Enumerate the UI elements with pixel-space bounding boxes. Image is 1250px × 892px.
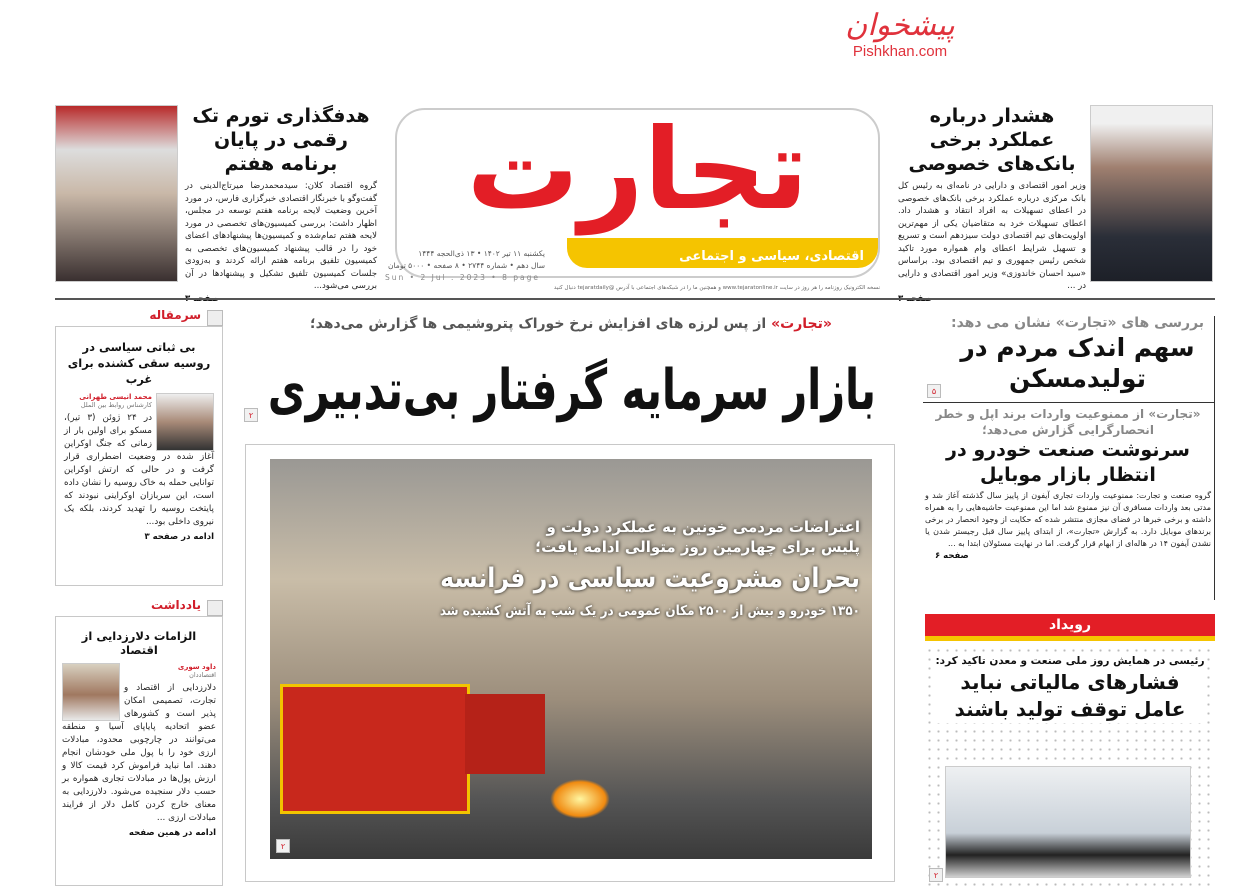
photo-headline[interactable]: بحران مشروعیت سیاسی در فرانسه: [440, 563, 860, 594]
raisi-photo: [945, 766, 1191, 878]
top-left-body: گروه اقتصاد کلان: سیدمحمدرضا میرتاج‌الدینی در گفت‌وگو با خبرنگار اقتصادی خبرگزاری فارس، در مورد آخرین وضعیت لایحه برنامه هفتم توسعه در مجلس، اظهار داشت: بررسی کمیسیون‌های تخصصی در مورد لایحه هفتم تمام‌شده و کمیسیون‌ها پیشنهادهای اعضای خود را در قالب پیشنهاد کمیسیون‌های تخصصی به کمیسیون تلفیق برنامه هفتم ارائه کردند و به‌زودی جلسات کمیسیون تلفیق تشکیل و پیشنهادها در آن بررسی می‌شود...: [185, 181, 377, 291]
event-headline[interactable]: فشارهای مالیاتی نباید عامل توقف تولید باشند: [954, 670, 1186, 721]
editorial-label: سرمقاله: [149, 308, 201, 322]
newspaper-logo[interactable]: تجارت: [466, 105, 809, 235]
event-label: رویداد: [1048, 617, 1092, 633]
note-label: یادداشت: [151, 598, 201, 612]
lead-kicker-text: از پس لرزه های افزایش نرخ خوراک پتروشیمی ها گزارش می‌دهد؛: [310, 316, 772, 332]
top-right-body: وزیر امور اقتصادی و دارایی در نامه‌ای به رئیس کل بانک مرکزی درباره عملکرد برخی بانک‌های خصوصی در اعطای تسهیلات به افراد انتقاد و هشدار داد. اعطای تسهیلات خرد به متقاضیان یکی از مهم‌ترین اولویت‌های تیم اقتصادی دولت سیزدهم است و تسریع و تسهیل شرایط اعطای وام همواره مورد تاکید شخص رئیس جمهوری و تیم اقتصادی بود. براساس «سید احسان خاندوزی» وزیر امور اقتصادی و دارایی در ...: [898, 181, 1086, 291]
issue-number: سال دهم • شماره ۲۷۴۴ • ۸ صفحه • ۵۰۰۰ تومان: [388, 261, 545, 270]
note-title[interactable]: الزامات دلارزدایی از اقتصاد: [81, 629, 197, 657]
photo-kicker-1: اعتراضات مردمی خونین به عملکرد دولت و: [546, 518, 860, 536]
lead-kicker-brand: «تجارت»: [771, 316, 832, 332]
editorial-body: در ۲۴ ژوئن (۳ تیر)، مسکو برای اولین بار از زمانی که جنگ اوکراین آغاز شده در وضعیت اضطراری قرار گرفت و در حالی که ارتش اوکراین توانایی حمله به خاک روسیه را نشان داده است، این سربازان اوکراینی نبودند که پایتخت روسیه را تهدید کردند، بلکه یک نیروی داخلی بود...: [64, 413, 214, 527]
note-continue[interactable]: ادامه در همین صفحه: [128, 828, 216, 838]
watermark-fa: پیشخوان: [845, 8, 955, 43]
note-box[interactable]: [55, 598, 223, 886]
editorial-author-photo: [156, 393, 214, 451]
right-story-1[interactable]: [945, 314, 1210, 394]
note-author: داود سوری: [177, 663, 216, 671]
watermark-latin: Pishkhan.com: [852, 43, 948, 60]
note-author-photo: [62, 663, 120, 721]
right2-headline[interactable]: سرنوشت صنعت خودرو در انتظار بازار موبایل: [946, 439, 1190, 486]
online-note[interactable]: نسخه الکترونیک روزنامه را هر روز در سایت www.tejaratonline.ir و همچنین ما را در شبکه‌های اجتماعی با آدرس @tejaratdaily دنبال کنید: [553, 285, 880, 291]
top-left-story[interactable]: [185, 104, 377, 305]
lead-kicker: [265, 316, 877, 332]
event-kicker: رئیسی در همایش روز ملی صنعت و معدن تاکید کرد:: [935, 655, 1205, 667]
event-text: [935, 654, 1205, 723]
top-left-photo: [55, 105, 178, 282]
fire-truck: [280, 684, 470, 814]
right1-kicker: بررسی های «تجارت» نشان می دهد:: [950, 315, 1205, 331]
masthead-divider: [55, 298, 1215, 300]
photo-kicker-2: پلیس برای چهارمین روز متوالی ادامه یافت؛: [535, 538, 860, 556]
masthead-tagline: اقتصادی، سیاسی و اجتماعی: [679, 249, 864, 264]
editorial-title[interactable]: بی ثباتی سیاسی در روسیه سقی کشنده برای غرب: [67, 340, 211, 386]
right2-kicker: «تجارت» از ممنوعیت واردات برند اپل و خطر انحصارگرایی گزارش می‌دهد؛: [935, 407, 1201, 437]
right1-headline[interactable]: سهم اندک مردم در تولیدمسکن: [960, 333, 1195, 393]
editorial-author-role: کارشناس روابط بین الملل: [80, 401, 152, 409]
top-right-title[interactable]: هشدار درباره عملکرد برخی بانک‌های خصوصی: [908, 105, 1076, 175]
right2-body: گروه صنعت و تجارت: ممنوعیت واردات تجاری آیفون از پاییز سال گذشته آغاز شد و مدتی بعد واردات مسافری آن نیز ممنوع شد اما این ممنوعیت حاشیه‌هایی را به همراه داشته و برخی خبرها در فضای مجازی منتشر شده که حکایت از وجود انحصار در برخی برندهای موبایل دارد. به گزارش «تجارت»، از ابتدای پاییز سال قبل رجیستر شدن یا نشدن آیفون ۱۴ در هاله‌ای از ابهام قرار گرفت. اما در نهایت مسئولان ابتدا به ...: [925, 491, 1211, 548]
note-author-role: اقتصاددان: [189, 671, 216, 679]
lead-page-badge[interactable]: ۲: [244, 408, 258, 422]
date-latin: Sun • 2 Jul . 2023 • 8 page: [385, 273, 540, 282]
photo-sub: ۱۳۵۰ خودرو و بیش از ۲۵۰۰ مکان عمومی در یک شب به آتش کشیده شد: [439, 603, 860, 619]
date-persian: یکشنبه ۱۱ تیر ۱۴۰۲ • ۱۳ ذی‌الحجه ۱۴۴۴: [418, 249, 545, 258]
right2-page-ref[interactable]: صفحه ۶: [935, 551, 969, 561]
top-left-title[interactable]: هدفگذاری تورم تک رقمی در پایان برنامه هفتم: [192, 105, 370, 175]
photo-caption: [440, 517, 860, 621]
event-box[interactable]: [925, 646, 1215, 886]
event-page-badge[interactable]: ۲: [929, 868, 943, 882]
pishkhan-watermark: [845, 8, 955, 60]
note-body: دلارزدایی از اقتصاد و تجارت، تصمیمی امکان پذیر است و کشورهای عضو اتحادیه پایاپای آسیا و منطقه می‌توانند در چارچوبی محدود، مبادلات ارزی خود را با پول ملی خودشان انجام دهند. اما نباید فراموش کرد قیمت کالا و ارزش پول‌ها در مبادلات تجاری همواره بر حسب دلار سنجیده می‌شود. دلارزدایی به معنای خارج کردن کامل دلار از فرایند مبادلات ارزی ...: [62, 683, 216, 823]
editorial-author: محمد انیسی طهرانی: [79, 393, 152, 401]
lead-headline[interactable]: بازار سرمایه گرفتار بی‌تدبیری: [267, 358, 876, 423]
editorial-continue[interactable]: ادامه در صفحه ۳: [144, 532, 214, 542]
photo-page-badge[interactable]: ۲: [276, 839, 290, 853]
photo-story-box[interactable]: [245, 444, 895, 882]
top-right-story[interactable]: [898, 104, 1086, 305]
editorial-box[interactable]: [55, 308, 223, 586]
event-header: [925, 614, 1215, 641]
fire-truck-2: [465, 694, 545, 774]
right-column-rule: [1214, 316, 1215, 600]
fire: [550, 779, 610, 819]
top-right-photo: [1090, 105, 1213, 282]
right1-page-badge[interactable]: ۵: [927, 384, 941, 398]
right-story-2[interactable]: [925, 406, 1211, 562]
france-protest-photo: [270, 459, 872, 859]
issue-info: [385, 248, 545, 284]
